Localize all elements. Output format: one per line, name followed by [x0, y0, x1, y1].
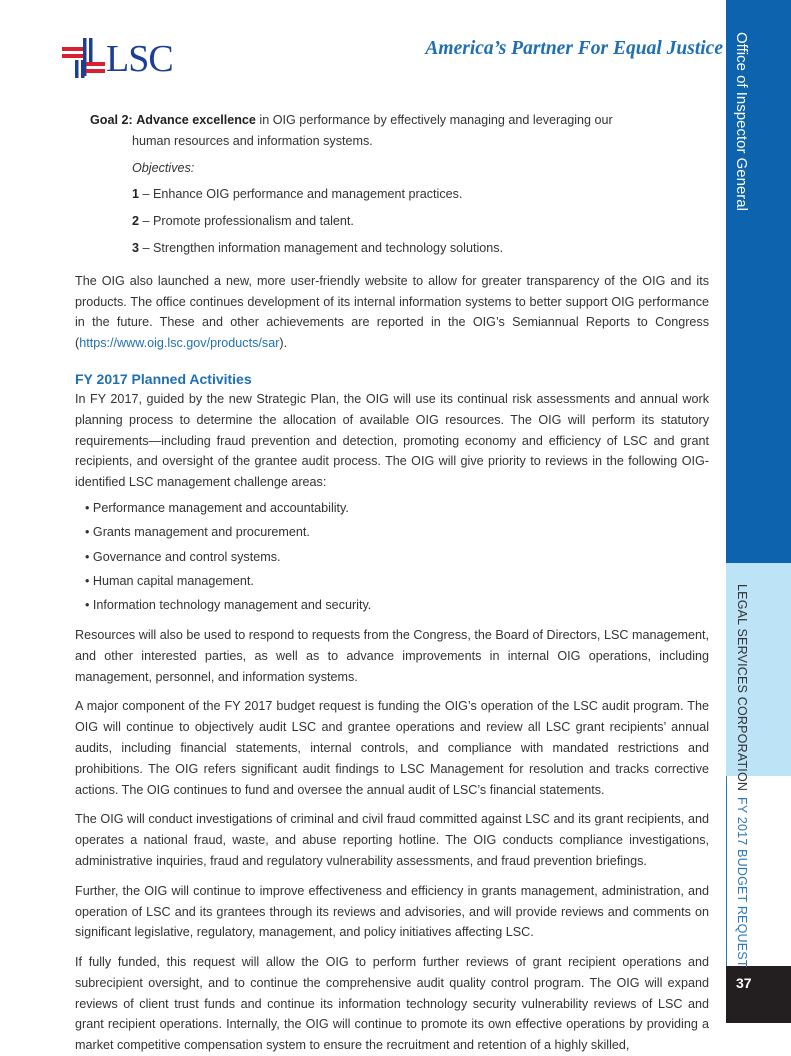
objective-item [132, 238, 709, 259]
sidebar-section-title: Office of Inspector General [733, 32, 750, 211]
goal-bold-text: Advance excellence [136, 113, 256, 127]
list-item: • Information technology management and security. [85, 595, 709, 616]
paragraph-text: The OIG also launched a new, more user-friendly website to allow for greater transparency of the OIG and its products. The office continues development of its internal information systems to better support OIG performance in the future. These and other achievements are reported in the OIG’s Semiannual Reports to Congress ( [75, 273, 709, 351]
goal-label: Goal 2: [90, 113, 133, 127]
page-number: 37 [736, 975, 752, 991]
goal-text-continued: human resources and information systems. [132, 133, 373, 148]
objective-text: – Enhance OIG performance and management practices. [139, 187, 463, 202]
objective-number: 3 [132, 240, 140, 255]
lsc-logo-mark-icon [62, 38, 106, 80]
objective-item [132, 211, 709, 232]
goal-text: in OIG performance by effectively managing and leveraging our [255, 113, 613, 127]
lsc-logo [62, 38, 172, 80]
paragraph-planned: In FY 2017, guided by the new Strategic Plan, the OIG will use its continual risk assessments and annual work planning process to determine the allocation of available OIG resources. The OIG will perform its statutory requirements—including fraud prevention and detection, promoting economy and efficiency of LSC and grant recipients, and oversight of the grantee audit process. The OIG will give priority to reviews in the following OIG-identified LSC management challenge areas: [75, 391, 709, 490]
paragraph-funded: If fully funded, this request will allow the OIG to perform further reviews of grant recipient operations and subrecipient oversight, and to continue the comprehensive audit quality control program. The OIG will expand reviews of client trust funds and continue its information technology security vulnerability reviews of LSC and grant recipient operations. Internally, the OIG will continue to promote its own effective operations by providing a market competitive compensation system to ensure the recruitment and retention of a highly skilled, [75, 955, 709, 1053]
paragraph-text: ). [279, 336, 288, 351]
goal-statement [90, 110, 709, 131]
objective-number: 2 [132, 214, 140, 229]
objective-number: 1 [132, 187, 140, 202]
paragraph-audit: A major component of the FY 2017 budget request is funding the OIG’s operation of the LSC audit program. The OIG will continue to objectively audit LSC and grantee operations and review all LSC grant recipients’ annual audits, including financial statements, internal controls, and compliance with mandated restrictions and prohibitions. The OIG refers significant audit findings to LSC Management for resolution and tracks corrective actions. The OIG continues to fund and oversee the annual audit of LSC’s financial statements. [75, 699, 709, 797]
logo-text: LSC [106, 38, 173, 80]
paragraph-investigations: The OIG will conduct investigations of criminal and civil fraud committed against LSC and its grant recipients, and operates a national fraud, waste, and abuse reporting hotline. The OIG conducts compliance investigations, administrative inquiries, fraud and regulatory vulnerability assessments, and fraud prevention briefings. [75, 812, 709, 868]
list-item: • Grants management and procurement. [85, 522, 709, 543]
sidebar-document-title: FY 2017 BUDGET REQUEST [735, 797, 749, 968]
objective-text: – Promote professionalism and talent. [139, 214, 354, 229]
objectives-heading: Objectives: [132, 160, 195, 175]
paragraph-website [75, 271, 709, 354]
paragraph-resources: Resources will also be used to respond to requests from the Congress, the Board of Directors, LSC management, and other interested parties, as well as to advance improvements in internal OIG operations, including management, personnel, and information systems. [75, 627, 709, 684]
main-content [75, 110, 709, 1056]
challenge-areas-list [75, 498, 709, 616]
list-item: • Human capital management. [85, 571, 709, 592]
list-item: • Performance management and accountability. [85, 498, 709, 519]
paragraph-further: Further, the OIG will continue to improve effectiveness and efficiency in grants management, administration, and operation of LSC and its grantees through its reviews and advisories, and will provide reviews and comments on significant legislative, regulatory, management, and policy initiatives affecting LSC. [75, 883, 709, 940]
list-item: • Governance and control systems. [85, 547, 709, 568]
tagline: America’s Partner For Equal Justice [425, 38, 723, 59]
objective-item [132, 184, 709, 205]
objective-text: – Strengthen information management and technology solutions. [139, 240, 504, 255]
section-heading: FY 2017 Planned Activities [75, 370, 252, 387]
sidebar-organization: LEGAL SERVICES CORPORATION [735, 584, 749, 792]
sar-link[interactable]: https://www.oig.lsc.gov/products/sar [79, 336, 280, 351]
